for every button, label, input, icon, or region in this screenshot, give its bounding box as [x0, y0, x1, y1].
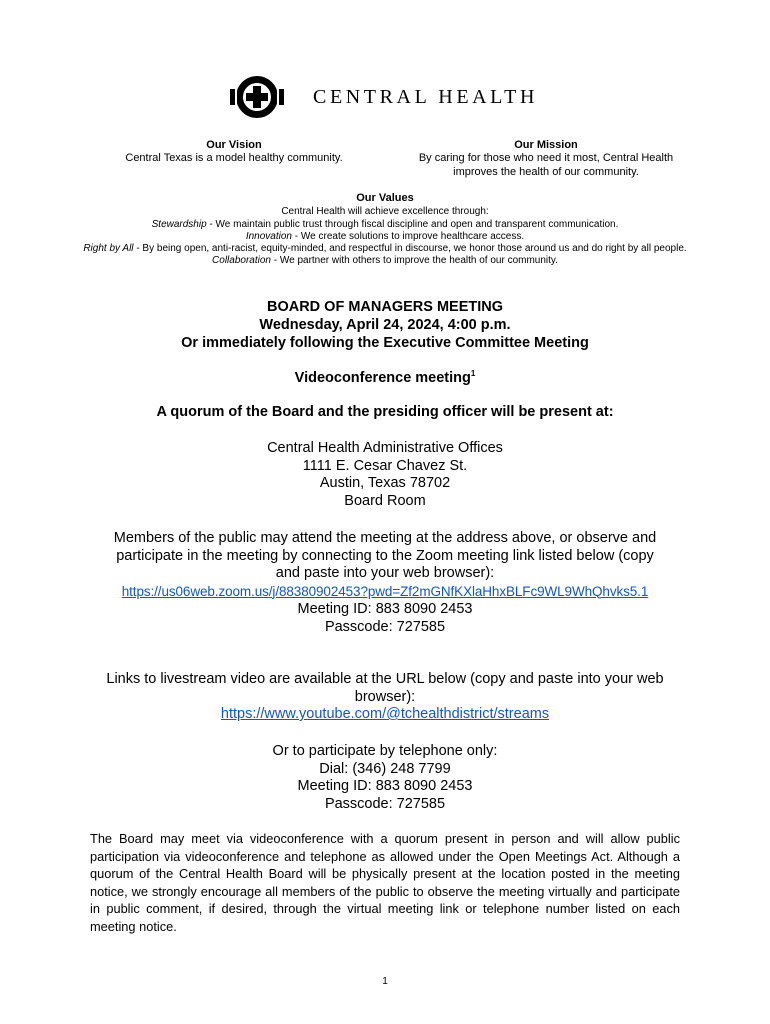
vision-text: Central Texas is a model healthy community.: [125, 152, 343, 164]
page-number: 1: [382, 976, 388, 987]
vision-title: Our Vision: [206, 139, 262, 151]
telephone-dial: Dial: (346) 248 7799: [319, 760, 451, 777]
values-title: Our Values: [356, 192, 414, 204]
livestream-text-line: browser):: [354, 688, 416, 705]
value-item: [60, 219, 710, 231]
values-intro: Central Health will achieve excellence through:: [281, 206, 489, 218]
value-term: Collaboration: [212, 255, 271, 267]
telephone-meeting-id: Meeting ID: 883 8090 2453: [297, 778, 473, 794]
address-line: Board Room: [344, 492, 426, 509]
address-block: [60, 440, 710, 510]
cross-in-circle-logo-icon: [227, 72, 287, 122]
livestream-link[interactable]: https://www.youtube.com/@tchealthdistrict/streams: [220, 706, 550, 722]
meeting-title: BOARD OF MANAGERS MEETING: [266, 299, 504, 315]
participation-notice: The Board may meet via videoconference with a quorum present in person and will allow public participation via videoconference and telephone as allowed under the Open Meetings Act. Although a quorum of the Central Health Board will be physically present at the location posted in the meeting notice, we strongly encourage all members of the public to observe the meeting virtually and participate in public comment, if desired, through the virtual meeting link or telephone number listed on each meeting notice.: [90, 831, 680, 934]
mission-text-line2: improves the health of our community.: [453, 166, 639, 178]
telephone-block: [60, 743, 710, 813]
address-line: Austin, Texas 78702: [319, 475, 451, 491]
address-line: 1111 E. Cesar Chavez St.: [302, 457, 468, 474]
livestream-block: [80, 671, 690, 724]
value-text: - We maintain public trust through fiscal discipline and open and transparent communication.: [206, 218, 619, 230]
public-text-line: Members of the public may attend the meeting at the address above, or observe and: [113, 530, 657, 546]
value-term: Right by All: [83, 243, 134, 255]
footnote-mark: 1: [470, 369, 476, 379]
value-item: [60, 255, 710, 267]
livestream-text-line: Links to livestream video are available at the URL below (copy and paste into your web: [106, 671, 664, 687]
meeting-date: Wednesday, April 24, 2024, 4:00 p.m.: [259, 317, 511, 333]
brand-name: CENTRAL HEALTH: [313, 86, 539, 108]
values-section: [60, 192, 710, 268]
mission-section: [400, 139, 692, 179]
address-line: Central Health Administrative Offices: [267, 440, 503, 456]
value-term: Stewardship: [151, 218, 207, 230]
vision-section: [100, 139, 368, 165]
value-item: [60, 243, 710, 255]
mission-text-line1: By caring for those who need it most, Central Health: [418, 152, 674, 164]
value-text: - We partner with others to improve the health of our community.: [270, 255, 558, 267]
zoom-meeting-id: Meeting ID: 883 8090 2453: [297, 601, 473, 617]
telephone-passcode: Passcode: 727585: [324, 795, 446, 812]
videoconference-label: Videoconference meeting: [294, 370, 471, 386]
mission-title: Our Mission: [514, 139, 578, 151]
value-text: - By being open, anti-racist, equity-minded, and respectful in discourse, we honor those around us and do right by all people.: [133, 243, 687, 255]
value-item: [60, 231, 710, 243]
public-attendance-block: [80, 530, 690, 636]
zoom-meeting-link[interactable]: https://us06web.zoom.us/j/88380902453?pwd=Zf2mGNfKXlaHhxBLFc9WL9WhQhvks5.1: [121, 583, 649, 599]
videoconference-heading: [60, 369, 710, 387]
telephone-intro: Or to participate by telephone only:: [272, 743, 498, 759]
meeting-following: Or immediately following the Executive Committee Meeting: [181, 335, 589, 351]
meeting-heading: [60, 298, 710, 352]
value-term: Innovation: [245, 230, 292, 242]
public-text-line: participate in the meeting by connecting to the Zoom meeting link listed below (copy: [116, 547, 654, 564]
zoom-passcode: Passcode: 727585: [324, 618, 446, 635]
value-text: - We create solutions to improve healthcare access.: [292, 230, 525, 242]
quorum-heading: A quorum of the Board and the presiding officer will be present at:: [156, 404, 614, 420]
public-text-line: and paste into your web browser):: [275, 565, 495, 581]
